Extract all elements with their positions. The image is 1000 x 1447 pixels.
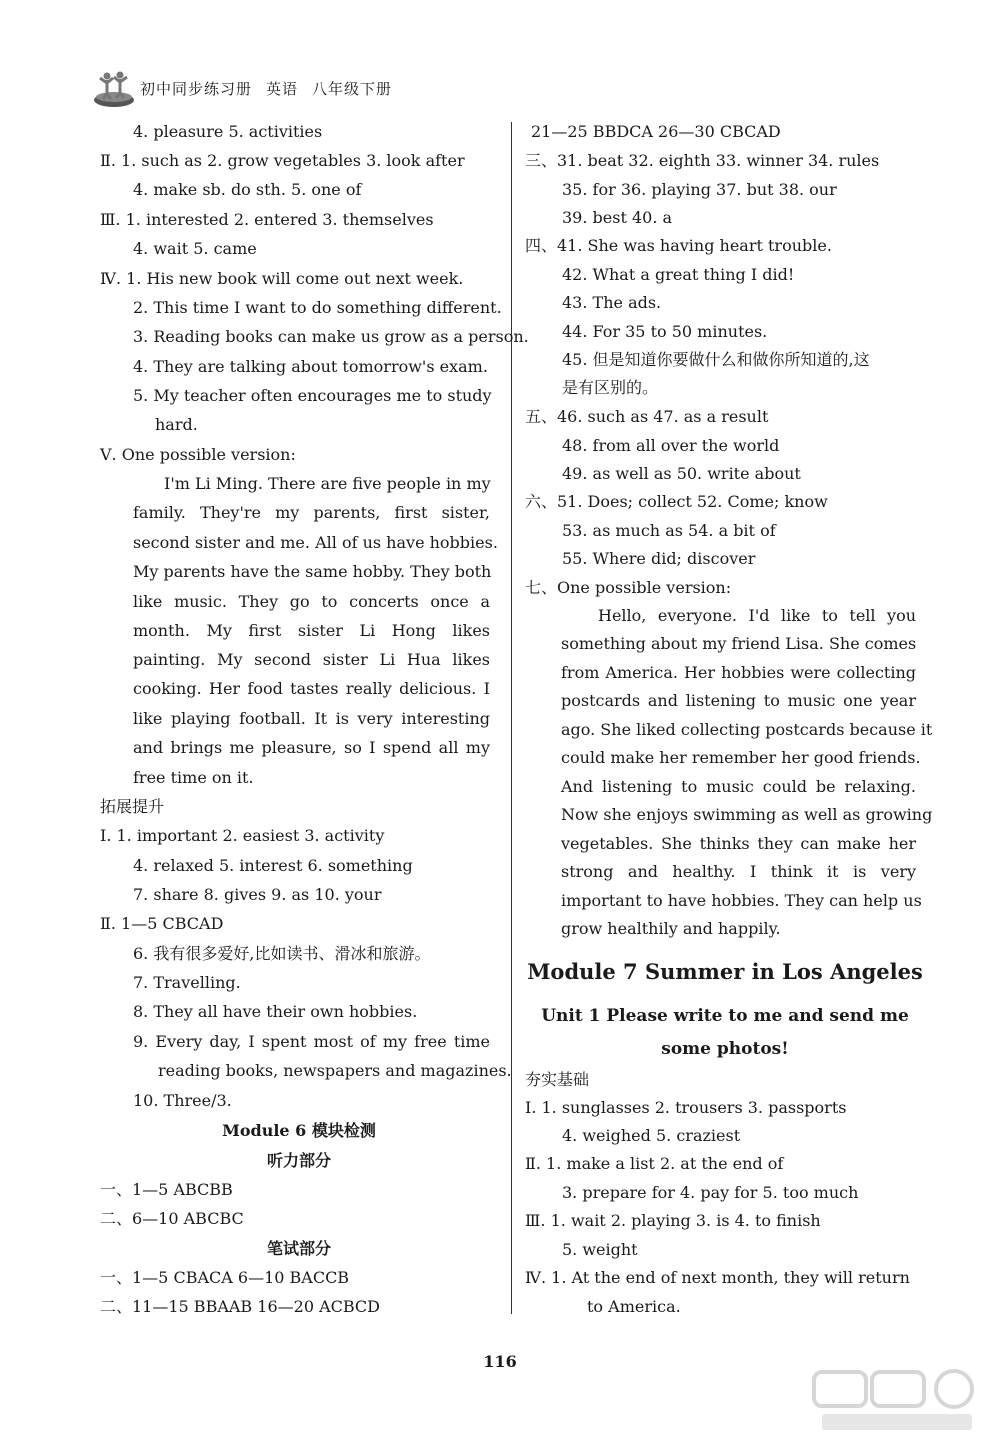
listening-heading: 听力部分 [266, 1151, 331, 1170]
answer-line: 5. My teacher often encourages me to study [133, 386, 492, 405]
answer-line: 一、1—5 ABCBB [100, 1180, 233, 1199]
essay-line: family. They're my parents, first sister, [133, 503, 490, 522]
answer-line: 二、11—15 BBAAB 16—20 ACBCD [100, 1297, 381, 1316]
answer-line: 4. wait 5. came [133, 239, 257, 258]
answer-line: Ⅳ. 1. His new book will come out next week. [100, 269, 464, 288]
answer-line: 8. They all have their own hobbies. [133, 1002, 418, 1021]
answer-line: Ⅰ. 1. important 2. easiest 3. activity [100, 826, 385, 845]
written-heading: 笔试部分 [266, 1239, 331, 1258]
answer-line: reading books, newspapers and magazines. [158, 1061, 512, 1080]
module-6-title: Module 6 模块检测 [222, 1121, 376, 1140]
header-subject: 英语 [266, 80, 299, 98]
answer-line: 3. prepare for 4. pay for 5. too much [562, 1183, 859, 1202]
essay-line: Hello, everyone. I'd like to tell you [598, 606, 916, 625]
answer-line: 21—25 BBDCA 26—30 CBCAD [531, 122, 781, 141]
answer-line: 9. Every day, I spent most of my free time [133, 1032, 490, 1051]
answer-line: Ⅰ. 1. sunglasses 2. trousers 3. passports [525, 1098, 847, 1117]
answer-line: 四、41. She was having heart trouble. [525, 236, 832, 255]
essay-line: like music. They go to concerts once a [133, 592, 490, 611]
answer-line: Ⅲ. 1. interested 2. entered 3. themselves [100, 210, 434, 229]
answer-line: Ⅱ. 1. such as 2. grow vegetables 3. look after [100, 151, 465, 170]
answer-line: 5. weight [562, 1240, 638, 1259]
answer-line: 2. This time I want to do something different. [133, 298, 502, 317]
column-divider [511, 122, 512, 1314]
section-heading: 拓展提升 [100, 797, 165, 816]
essay-line: painting. My second sister Li Hua likes [133, 650, 490, 669]
essay-line: grow healthily and happily. [561, 919, 781, 938]
essay-line: month. My first sister Li Hong likes [133, 621, 490, 640]
answer-line: 44. For 35 to 50 minutes. [562, 322, 768, 341]
answer-line: 7. Travelling. [133, 973, 241, 992]
answer-line: 3. Reading books can make us grow as a person. [133, 327, 529, 346]
unit-1-title-cont: some photos! [661, 1039, 789, 1059]
answer-line: Ⅲ. 1. wait 2. playing 3. is 4. to finish [525, 1211, 821, 1230]
essay-line: from America. Her hobbies were collecting [561, 663, 916, 682]
answer-line: 43. The ads. [562, 293, 662, 312]
answer-line: 二、6—10 ABCBC [100, 1209, 244, 1228]
answer-line: 4. They are talking about tomorrow's exam. [133, 357, 488, 376]
essay-line: free time on it. [133, 768, 254, 787]
header-book: 初中同步练习册 [140, 80, 253, 98]
essay-line: vegetables. She thinks they can make her [561, 834, 916, 853]
answer-line: 53. as much as 54. a bit of [562, 521, 776, 540]
answer-line: 六、51. Does; collect 52. Come; know [525, 492, 828, 511]
answer-line: 是有区别的。 [562, 378, 659, 397]
essay-line: cooking. Her food tastes really delicious. I [133, 679, 490, 698]
unit-1-title: Unit 1 Please write to me and send me [541, 1006, 909, 1026]
answer-line: 七、One possible version: [525, 578, 732, 597]
essay-line: I'm Li Ming. There are five people in my [164, 474, 491, 493]
essay-line: strong and healthy. I think it is very [561, 862, 916, 881]
answer-line: 10. Three/3. [133, 1091, 232, 1110]
module-7-title: Module 7 Summer in Los Angeles [527, 959, 923, 984]
answer-line: 39. best 40. a [562, 208, 673, 227]
answer-line: 55. Where did; discover [562, 549, 756, 568]
essay-line: And listening to music could be relaxing. [561, 777, 916, 796]
answer-line: 一、1—5 CBACA 6—10 BACCB [100, 1268, 350, 1287]
answer-line: 6. 我有很多爱好,比如读书、滑冰和旅游。 [133, 944, 431, 963]
watermark-logo [812, 1368, 982, 1434]
answer-line: 4. make sb. do sth. 5. one of [133, 180, 362, 199]
essay-line: like playing football. It is very interesting [133, 709, 490, 728]
answer-line: Ⅳ. 1. At the end of next month, they will return [525, 1268, 910, 1287]
essay-line: something about my friend Lisa. She comes [561, 634, 917, 653]
answer-line: hard. [155, 415, 198, 434]
answer-line: Ⅱ. 1—5 CBCAD [100, 914, 224, 933]
answer-line: 五、46. such as 47. as a result [525, 407, 769, 426]
essay-line: could make her remember her good friends. [561, 748, 921, 767]
page-header [92, 66, 412, 110]
answer-line: 4. relaxed 5. interest 6. something [133, 856, 413, 875]
answer-line: Ⅱ. 1. make a list 2. at the end of [525, 1154, 784, 1173]
essay-line: postcards and listening to music one year [561, 691, 916, 710]
answer-line: to America. [587, 1297, 681, 1316]
answer-line: 4. pleasure 5. activities [133, 122, 323, 141]
answer-line: 45. 但是知道你要做什么和做你所知道的,这 [562, 350, 870, 369]
header-grade: 八年级下册 [312, 80, 393, 98]
essay-line: second sister and me. All of us have hobbies. [133, 533, 498, 552]
answer-line: 三、31. beat 32. eighth 33. winner 34. rules [525, 151, 880, 170]
page-number: 116 [483, 1352, 517, 1371]
essay-line: important to have hobbies. They can help us [561, 891, 922, 910]
answer-line: Ⅴ. One possible version: [100, 445, 296, 464]
book-logo-icon [92, 66, 136, 110]
answer-line: 4. weighed 5. craziest [562, 1126, 741, 1145]
header-text [140, 78, 406, 99]
answer-line: 42. What a great thing I did! [562, 265, 795, 284]
essay-line: ago. She liked collecting postcards because it [561, 720, 933, 739]
answer-line: 48. from all over the world [562, 436, 780, 455]
essay-line: Now she enjoys swimming as well as growing [561, 805, 933, 824]
answer-line: 49. as well as 50. write about [562, 464, 801, 483]
essay-line: and brings me pleasure, so I spend all my [133, 738, 490, 757]
section-heading: 夯实基础 [525, 1070, 590, 1089]
answer-line: 7. share 8. gives 9. as 10. your [133, 885, 382, 904]
answer-line: 35. for 36. playing 37. but 38. our [562, 180, 837, 199]
essay-line: My parents have the same hobby. They both [133, 562, 492, 581]
